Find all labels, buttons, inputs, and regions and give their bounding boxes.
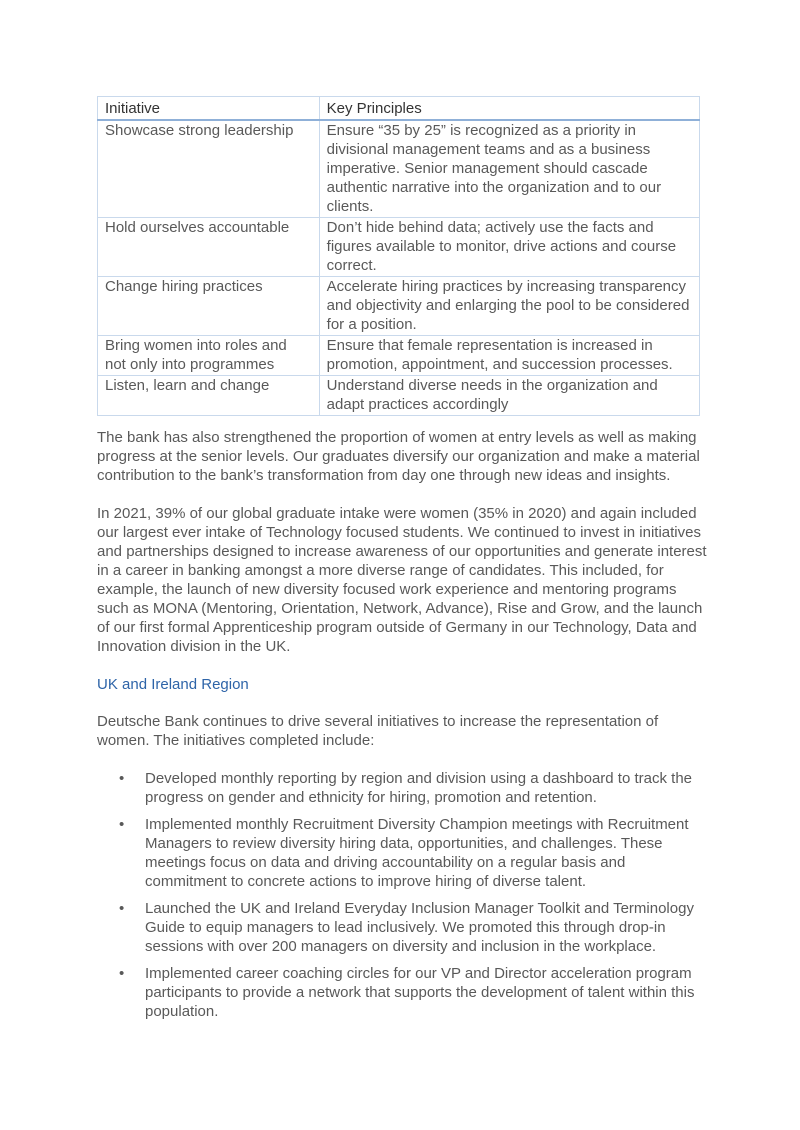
initiative-cell: Change hiring practices: [98, 277, 320, 336]
initiative-cell: Bring women into roles and not only into programmes: [98, 336, 320, 376]
paragraph-uk-initiatives-intro: Deutsche Bank continues to drive several initiatives to increase the representation of women. The initiatives completed include:: [97, 713, 659, 749]
principle-cell: Understand diverse needs in the organization and adapt practices accordingly: [319, 376, 699, 416]
initiative-cell: Listen, learn and change: [98, 376, 320, 416]
table-row: [98, 336, 700, 376]
section-heading: UK and Ireland Region: [97, 676, 249, 693]
paragraph-graduate-intake: In 2021, 39% of our global graduate intake were women (35% in 2020) and again included our largest ever intake of Technology focused students. We continued to invest in initiatives and partnerships designed to increase awareness of our opportunities and generate interest in a career in banking amongst a more diverse range of candidates. This included, for example, the launch of new diversity focused work experience and mentoring programs such as MONA (Mentoring, Orientation, Network, Advance), Rise and Grow, and the launch of our first formal Apprenticeship program outside of Germany in our Technology, Data and Innovation division in the UK.: [97, 505, 707, 655]
list-item-text: Implemented monthly Recruitment Diversity Champion meetings with Recruitment Managers to review diversity hiring data, opportunities, and challenges. These meetings focus on data and driving accountability on a regular basis and commitment to concrete actions to improve hiring of diverse talent.: [145, 816, 689, 890]
bullet-icon: •: [119, 770, 125, 787]
table-row: [98, 120, 700, 218]
list-item: [97, 815, 707, 891]
list-item-text: Developed monthly reporting by region and division using a dashboard to track the progress on gender and ethnicity for hiring, promotion and retention.: [145, 770, 693, 806]
principle-cell: Don’t hide behind data; actively use the facts and figures available to monitor, drive actions and course correct.: [319, 218, 699, 277]
principle-cell: Ensure “35 by 25” is recognized as a priority in divisional management teams and as a business imperative. Senior management should cascade authentic narrative into the organization and to our clients.: [319, 120, 699, 218]
table-row: [98, 277, 700, 336]
principle-cell: Accelerate hiring practices by increasing transparency and objectivity and enlarging the pool to be considered for a position.: [319, 277, 699, 336]
column-header-key-principles: Key Principles: [319, 97, 699, 121]
table-row: [98, 376, 700, 416]
initiatives-table: [97, 96, 700, 416]
list-item: [97, 964, 707, 1021]
bullet-icon: •: [119, 900, 125, 917]
list-item: [97, 899, 707, 956]
list-item-text: Implemented career coaching circles for our VP and Director acceleration program participants to provide a network that supports the development of talent within this population.: [145, 965, 695, 1020]
column-header-initiative: Initiative: [98, 97, 320, 121]
initiative-cell: Hold ourselves accountable: [98, 218, 320, 277]
initiative-cell: Showcase strong leadership: [98, 120, 320, 218]
table-row: [98, 218, 700, 277]
list-item: [97, 769, 707, 807]
list-item-text: Launched the UK and Ireland Everyday Inclusion Manager Toolkit and Terminology Guide to equip managers to lead inclusively. We promoted this through drop-in sessions with over 200 managers on diversity and inclusion in the workplace.: [145, 900, 694, 955]
initiatives-bullet-list: [97, 769, 707, 1029]
paragraph-entry-levels: The bank has also strengthened the proportion of women at entry levels as well as making progress at the senior levels. Our graduates diversify our organization and make a material contribution to the bank’s transformation from day one through new ideas and insights.: [97, 429, 700, 484]
bullet-icon: •: [119, 816, 125, 833]
bullet-icon: •: [119, 965, 125, 982]
principle-cell: Ensure that female representation is increased in promotion, appointment, and succession processes.: [319, 336, 699, 376]
table-header-row: [98, 97, 700, 121]
